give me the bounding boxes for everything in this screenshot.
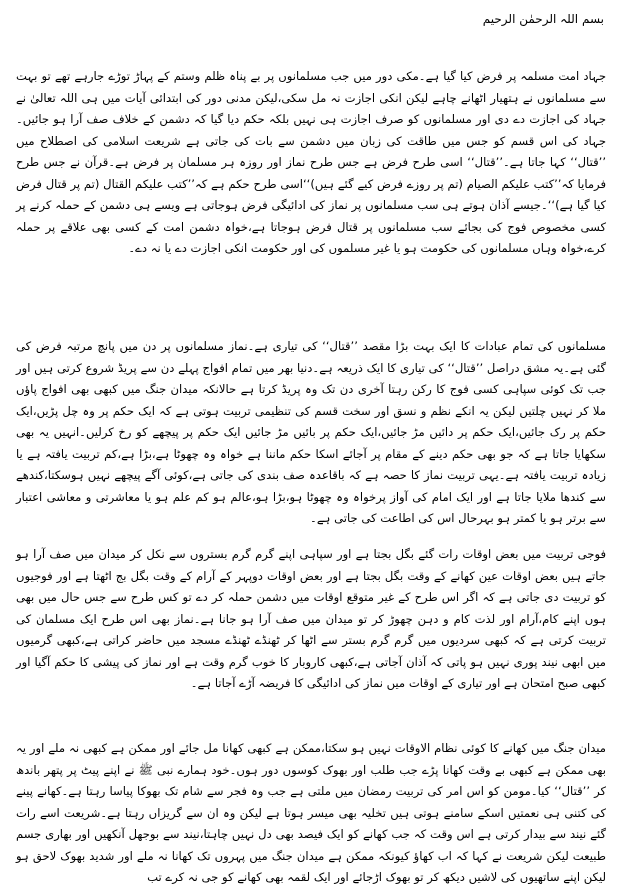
bismillah-heading: بسم اللہ الرحمٰن الرحیم: [482, 12, 604, 26]
paragraph-jihad-obligation: جہاد امت مسلمہ پر فرض کیا گیا ہے۔مکی دور میں جب مسلمانوں پر بے پناہ ظلم وستم کے پہاڑ توڑے جارہے تھے تو بہت سے مسلمانوں نے ہتھیار اٹھانے چاہے لیکن انکی اجازت نہ مل سکی،لیکن مدنی دور کی ابتدائی آیات میں ہی اللہ تعالیٰ نے جہاد کی اجازت دے دی اور مسلمانوں کو صرف اجازت ہی نہیں بلکہ حکم دیا گیا کہ دشمن کے خلاف صف آرا ہو جائیں۔جہاد کی اس قسم کو جس میں طاقت کی زبان میں دشمن سے بات کی جاتی ہے شریعت اسلامی کی اصطلاح میں ’’قتال‘‘ کہا جاتا ہے۔’’قتال‘‘ اسی طرح فرض ہے جس طرح نماز اور روزہ ہر مسلمان پر فرض ہے۔قرآن نے جس طرح فرمایا کہ’’کتب علیکم الصیام (تم پر روزے فرض کیے گئے ہیں)‘‘اسی طرح حکم ہے کہ’’کتب علیکم القتال (تم پر قتال فرض کیا گیا ہے)‘‘۔جیسے آذان ہوتے ہی سب مسلمانوں پر نماز کی ادائیگی فرض ہوجاتی ہے ویسے ہی دشمن کے حملہ کرنے پر کسی مخصوص فوج کی بجائے سب مسلمانوں پر قتال فرض ہوجاتا ہے،خواہ دشمن امت کے کسی بھی علاقے پر حملہ کرے،خواہ وہاں مسلمانوں کی حکومت ہو یا غیر مسلموں کی اور حکومت انکی اجازت دے یا نہ دے۔: [16, 69, 606, 255]
paragraph-military-bugle: فوجی تربیت میں بعض اوقات رات گئے بگل بجتا ہے اور سپاہی اپنے گرم گرم بستروں سے نکل کر میدان میں صف آرا ہو جاتے ہیں بعض اوقات عین کھانے کے وقت بگل بجتا ہے اور بعض اوقات دوپہر کے آرام کے وقت بگل بج اٹھتا ہے اور فوجیوں کو تربیت دی جاتی ہے کہ اگر اس طرح کے غیر متوقع اوقات میں دشمن حملہ کر دے تو کس طرح سے جس حال میں بھی ہوں اپنے کام،آرام اور لذت کام و دہن چھوڑ کر تو میدان میں صف آرا ہو جانا ہے۔نماز بھی اس طرح ایک مسلمان کی تربیت کرتی ہے کہ کبھی سردیوں میں گرم گرم بستر سے اٹھا کر ٹھنڈے ٹھنڈے مسجد میں حاضر کراتی ہے،کبھی گرمیوں میں ابھی نیند پوری نہیں ہو پاتی کہ آذان آجاتی ہے،کبھی کاروبار کا خوب گرم وقت ہے اور نماز کی پیشی کا حکم آگیا اور کبھی صبح امتحان ہے اور تیاری کے اوقات میں نماز کی ادائیگی کا فریضہ آڑے آجاتا ہے۔: [16, 547, 606, 690]
paragraph-prayer-training: مسلمانوں کی تمام عبادات کا ایک بہت بڑا مقصد ’’قتال‘‘ کی تیاری ہے۔نماز مسلمانوں پر دن میں پانچ مرتبہ فرض کی گئی ہے۔یہ مشق دراصل ’’قتال‘‘ کی تیاری کا ایک ذریعہ ہے۔دنیا بھر میں تمام افواج پہلے دن سے پریڈ شروع کرتی ہیں اور جب تک کوئی سپاہی کسی فوج کا رکن رہتا آخری دن تک وہ پریڈ کرتا ہے حالانکہ میدان جنگ میں کبھی بھی افواج پاؤں ملا کر نہیں چلتیں لیکن یہ انکے نظم و نسق اور سخت قسم کی تنظیمی تربیت ہوتی ہے کہ ایک حکم پر وہ چل پڑیں،ایک حکم پر رک جائیں،ایک حکم پر دائیں مڑ جائیں،ایک حکم پر بائیں مڑ جائیں ایک حکم پر پیچھے کو رخ کرلیں۔انہیں یہ بھی سکھایا جاتا ہے کہ جو بھی حکم دینے کے مقام پر آجائے اسکا حکم ماننا ہے خواہ وہ چھوٹا ہے،بڑا ہے،کم تربیت یافتہ ہے یا زیادہ تربیت یافتہ ہے۔یہی تربیت نماز کا حصہ ہے کہ باقاعدہ صف بندی کی جاتی ہے،کوئی آگے پیچھے نہیں ہوسکتا،کندھے سے کندھا ملایا جاتا ہے اور ایک امام کی آواز پرخواہ وہ چھوٹا ہو،بڑا ہو،عالم ہو کم علم ہو یا معاشرتی و معاشی اعتبار سے برتر ہو یا کمتر ہو بہرحال اس کی اطاعت کی جاتی ہے۔: [16, 339, 606, 525]
paragraph-fasting-training: میدان جنگ میں کھانے کا کوئی نظام الاوقات نہیں ہو سکتا،ممکن ہے کبھی کھانا مل جائے اور ممکن ہے کبھی نہ ملے اور یہ بھی ممکن ہے کبھی بے وقت کھانا پڑے جب طلب اور بھوک کوسوں دور ہوں۔خود ہمارے نبی ﷺ نے اپنے پیٹ پر پتھر باندھ کر ’’قتال‘‘ کیا۔مومن کو اس امر کی تربیت رمضان میں ملتی ہے جب وہ فجر سے شام تک بھوکا پیاسا رہتا ہے۔کھانے پینے کی کتنی ہی نعمتیں اسکے سامنے ہوتی ہیں تخلیہ بھی میسر ہوتا ہے لیکن وہ ان سے گریزاں رہتا ہے۔شریعت اسے رات گئے نیند سے بیدار کرتی ہے اس وقت کہ جب کھانے کو ایک فیصد بھی دل نہیں چاہتا،نیند سے بوجھل آنکھیں اور بھاری جسم طبیعت لیکن شریعت نے کہا کہ اب کھاؤ کیونکہ ممکن ہے میدان جنگ میں پہروں تک کھانا نہ ملے اور شدید بھوک لاحق ہو لیکن اپنے ساتھیوں کی لاشیں دیکھ کر تو بھوک اڑجائے اور ایک لقمہ بھی کھانے کو جی نہ کرے تب: [16, 741, 606, 884]
